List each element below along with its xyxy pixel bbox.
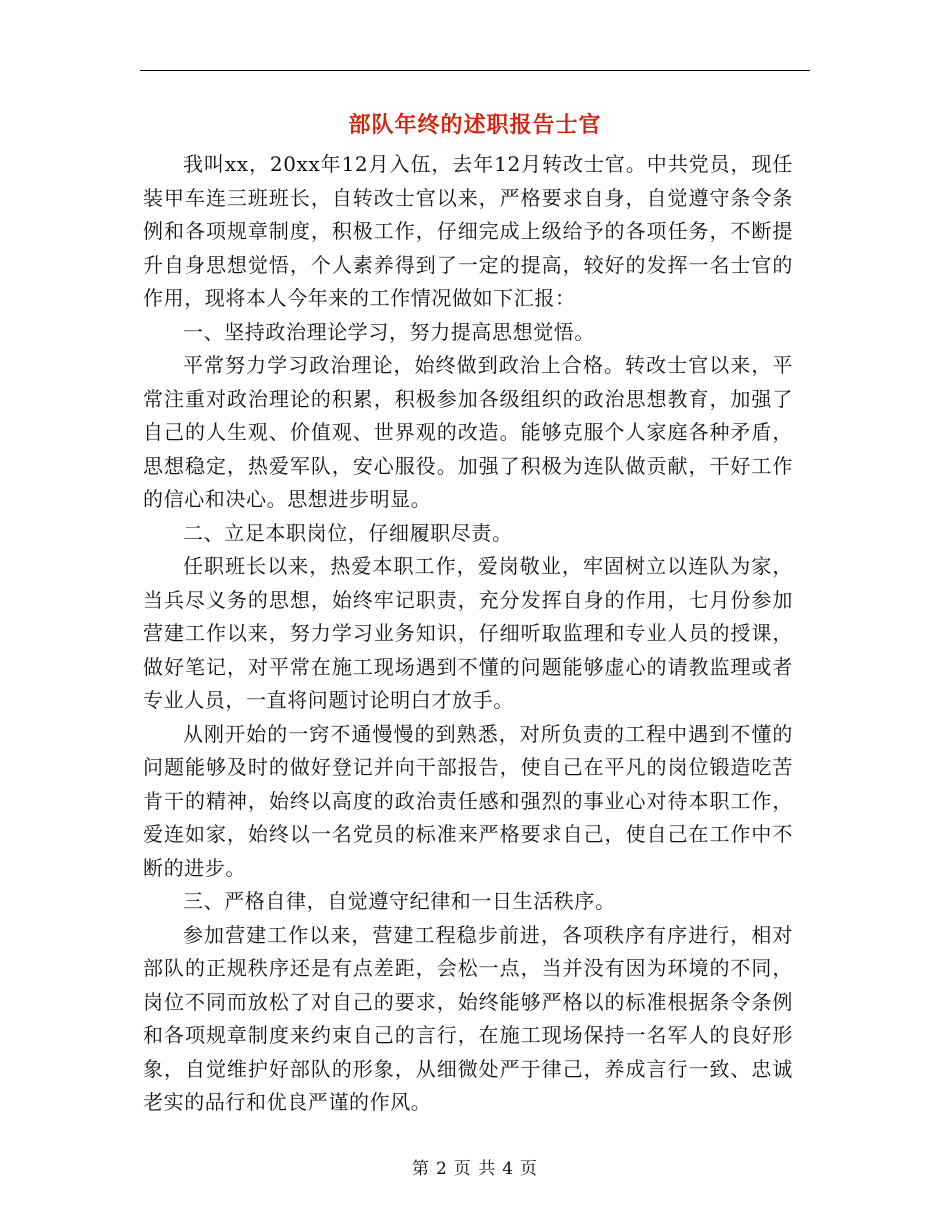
section-3-paragraph: 参加营建工作以来，营建工程稳步前进，各项秩序有序进行，相对部队的正规秩序还是有点差距，会松一点，当并没有因为环境的不同，岗位不同而放松了对自己的要求，始终能够严格以的标准根据条令条例和各项规章制度来约束自己的言行，在施工现场保持一名军人的良好形象，自觉维护好部队的形象，从细微处严于律己，养成言行一致、忠诚老实的品行和优良严谨的作风。 (143, 922, 793, 1114)
section-1-paragraph: 平常努力学习政治理论，始终做到政治上合格。转改士官以来，平常注重对政治理论的积累，积极参加各级组织的政治思想教育，加强了自己的人生观、价值观、世界观的改造。能够克服个人家庭各种矛盾，思想稳定，热爱军队，安心服役。加强了积极为连队做贡献，干好工作的信心和决心。思想进步明显。 (143, 353, 793, 511)
footer-page-number: 2 (435, 1159, 448, 1179)
intro-paragraph: 我叫xx，20xx年12月入伍，去年12月转改士官。中共党员，现任装甲车连三班班长，自转改士官以来，严格要求自身，自觉遵守条令条例和各项规章制度，积极工作，仔细完成上级给予的各项任务，不断提升自身思想觉悟，个人素养得到了一定的提高，较好的发挥一名士官的作用，现将本人今年来的工作情况做如下汇报： (143, 152, 793, 310)
footer-suffix: 页 (520, 1159, 539, 1179)
section-heading-3: 三、严格自律，自觉遵守纪律和一日生活秩序。 (183, 889, 616, 913)
footer-middle: 页 共 (453, 1159, 497, 1179)
section-2-paragraph-2: 从刚开始的一窍不通慢慢的到熟悉，对所负责的工程中遇到不懂的问题能够及时的做好登记并向干部报告，使自己在平凡的岗位锻造吃苦肯干的精神，始终以高度的政治责任感和强烈的事业心对待本职工作，爱连如家，始终以一名党员的标准来严格要求自己，使自己在工作中不断的进步。 (143, 721, 793, 880)
section-2-paragraph-1: 任职班长以来，热爱本职工作，爱岗敬业，牢固树立以连队为家，当兵尽义务的思想，始终牢记职责，充分发挥自身的作用，七月份参加营建工作以来，努力学习业务知识，仔细听取监理和专业人员的授课，做好笔记，对平常在施工现场遇到不懂的问题能够虚心的请教监理或者专业人员，一直将问题讨论明白才放手。 (143, 554, 793, 712)
document-body (143, 148, 793, 1120)
header-rule (140, 70, 810, 71)
section-heading-1: 一、坚持政治理论学习，努力提高思想觉悟。 (183, 319, 595, 344)
footer-total-pages: 4 (502, 1159, 515, 1179)
document-title: 部队年终的述职报告士官 (348, 113, 602, 138)
footer-prefix: 第 (411, 1159, 430, 1179)
section-heading-2: 二、立足本职岗位，仔细履职尽责。 (183, 520, 513, 545)
page-footer (0, 1154, 950, 1179)
